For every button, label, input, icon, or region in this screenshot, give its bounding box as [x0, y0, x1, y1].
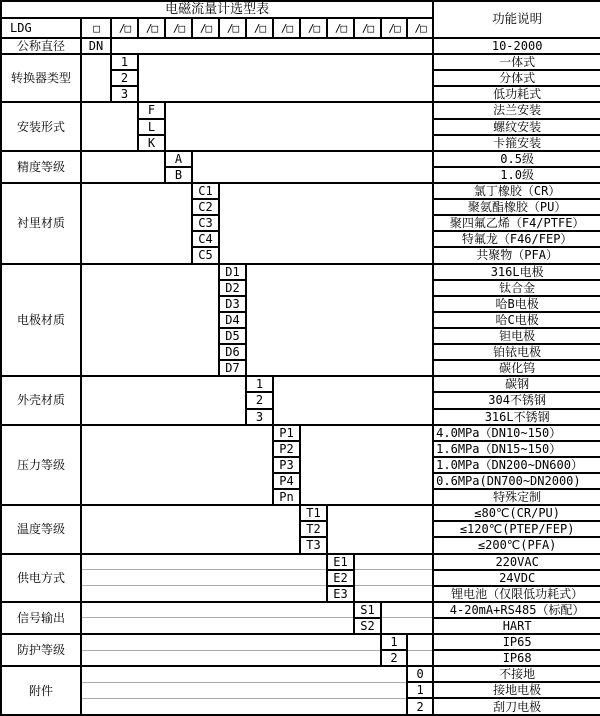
desc-cell: 0.6MPa(DN700~DN2000): [433, 473, 600, 489]
spacer-cell: [354, 586, 433, 602]
code-cell: 3: [246, 409, 273, 425]
code-cell: DN: [81, 38, 111, 54]
code-cell: 1: [407, 682, 433, 698]
ldg-slot: /□: [300, 18, 327, 38]
section-label: 防护等级: [1, 634, 81, 666]
spacer-cell: [81, 554, 327, 570]
spacer-cell: [354, 554, 433, 570]
desc-cell: 聚四氟乙烯（F4/PTFE）: [433, 215, 600, 231]
code-cell: 1: [111, 54, 138, 70]
desc-cell: 4.0MPa（DN10~150）: [433, 425, 600, 441]
section-label: 衬里材质: [1, 183, 81, 264]
desc-cell: 不接地: [433, 666, 600, 682]
code-cell: D2: [219, 280, 246, 296]
desc-cell: 1.0级: [433, 167, 600, 183]
code-cell: D6: [219, 344, 246, 360]
code-cell: 3: [111, 86, 138, 102]
code-cell: T1: [300, 505, 327, 521]
spacer-cell: [327, 505, 433, 553]
ldg-slot: /□: [192, 18, 219, 38]
code-cell: D5: [219, 328, 246, 344]
code-cell: 1: [246, 376, 273, 392]
spacer-cell: [81, 682, 407, 698]
code-cell: P1: [273, 425, 300, 441]
spacer-cell: [138, 54, 433, 102]
code-cell: Pn: [273, 489, 300, 505]
desc-cell: 分体式: [433, 70, 600, 86]
spacer-cell: [81, 264, 219, 377]
desc-cell: 碳钢: [433, 376, 600, 392]
desc-cell: 316L电极: [433, 264, 600, 280]
spacer-cell: [407, 634, 433, 650]
desc-cell: ≤200℃(PFA): [433, 537, 600, 553]
ldg-slot: /□: [407, 18, 433, 38]
code-cell: C5: [192, 247, 219, 263]
section-label: 外壳材质: [1, 376, 81, 424]
code-cell: T3: [300, 537, 327, 553]
desc-cell: 接地电极: [433, 682, 600, 698]
desc-cell: 低功耗式: [433, 86, 600, 102]
desc-cell: 钽电极: [433, 328, 600, 344]
desc-cell: 哈B电极: [433, 296, 600, 312]
ldg-slot: /□: [354, 18, 381, 38]
section-label: 电极材质: [1, 264, 81, 377]
code-cell: P4: [273, 473, 300, 489]
desc-cell: 法兰安装: [433, 102, 600, 118]
ldg-slot: /□: [327, 18, 354, 38]
code-cell: C2: [192, 199, 219, 215]
section-label: 信号输出: [1, 602, 81, 634]
spacer-cell: [381, 618, 433, 634]
code-cell: B: [165, 167, 192, 183]
desc-cell: 氯丁橡胶（CR）: [433, 183, 600, 199]
spacer-cell: [407, 650, 433, 666]
desc-cell: 共聚物（PFA）: [433, 247, 600, 263]
code-cell: E1: [327, 554, 354, 570]
desc-cell: 刮刀电极: [433, 698, 600, 715]
code-cell: 2: [111, 70, 138, 86]
spacer-cell: [354, 570, 433, 586]
section-label: 转换器类型: [1, 54, 81, 102]
spacer-cell: [81, 666, 407, 682]
desc-cell: 一体式: [433, 54, 600, 70]
desc-cell: IP68: [433, 650, 600, 666]
code-cell: S2: [354, 618, 381, 634]
code-cell: C1: [192, 183, 219, 199]
ldg-slot: /□: [381, 18, 407, 38]
code-cell: C4: [192, 231, 219, 247]
spacer-cell: [81, 698, 407, 715]
ldg-slot: /□: [273, 18, 300, 38]
desc-cell: 卡箍安装: [433, 135, 600, 151]
section-label: 精度等级: [1, 151, 81, 183]
code-cell: P2: [273, 441, 300, 457]
desc-cell: 24VDC: [433, 570, 600, 586]
code-cell: 1: [381, 634, 407, 650]
code-cell: E3: [327, 586, 354, 602]
desc-cell: 铂铱电极: [433, 344, 600, 360]
desc-cell: 304不锈钢: [433, 392, 600, 408]
code-cell: 2: [381, 650, 407, 666]
desc-cell: 锂电池（仅限低功耗式）: [433, 586, 600, 602]
spacer-cell: [192, 151, 433, 183]
section-label: 压力等级: [1, 425, 81, 506]
spacer-cell: [111, 38, 433, 54]
ldg-slot: /□: [219, 18, 246, 38]
code-cell: D4: [219, 312, 246, 328]
desc-cell: 钛合金: [433, 280, 600, 296]
desc-cell: 316L不锈钢: [433, 409, 600, 425]
spacer-cell: [81, 634, 381, 650]
desc-cell: 0.5级: [433, 151, 600, 167]
desc-cell: HART: [433, 618, 600, 634]
desc-cell: 螺纹安装: [433, 119, 600, 135]
function-header: 功能说明: [433, 1, 600, 38]
desc-cell: 10-2000: [433, 38, 600, 54]
spacer-cell: [219, 183, 433, 264]
spacer-cell: [81, 54, 111, 102]
ldg-label: LDG: [1, 18, 81, 38]
spacer-cell: [381, 602, 433, 618]
desc-cell: 特殊定制: [433, 489, 600, 505]
code-cell: S1: [354, 602, 381, 618]
code-cell: A: [165, 151, 192, 167]
spacer-cell: [300, 425, 433, 506]
desc-cell: 1.0MPa（DN200~DN600）: [433, 457, 600, 473]
code-cell: T2: [300, 521, 327, 537]
code-cell: 0: [407, 666, 433, 682]
desc-cell: 特氟龙（F46/FEP）: [433, 231, 600, 247]
spacer-cell: [81, 151, 165, 183]
spacer-cell: [165, 102, 433, 150]
code-cell: C3: [192, 215, 219, 231]
code-cell: 2: [246, 392, 273, 408]
spacer-cell: [81, 602, 354, 618]
spacer-cell: [81, 618, 354, 634]
code-cell: 2: [407, 698, 433, 715]
desc-cell: 220VAC: [433, 554, 600, 570]
code-cell: D7: [219, 360, 246, 376]
code-cell: D1: [219, 264, 246, 280]
code-cell: F: [138, 102, 165, 118]
desc-cell: 聚氨酯橡胶（PU）: [433, 199, 600, 215]
section-label: 附件: [1, 666, 81, 715]
section-label: 温度等级: [1, 505, 81, 553]
spacer-cell: [81, 570, 327, 586]
spacer-cell: [81, 586, 327, 602]
spacer-cell: [81, 650, 381, 666]
code-cell: K: [138, 135, 165, 151]
ldg-slot-first: □: [81, 18, 111, 38]
code-cell: E2: [327, 570, 354, 586]
desc-cell: 4-20mA+RS485（标配）: [433, 602, 600, 618]
spacer-cell: [81, 505, 300, 553]
spacer-cell: [246, 264, 433, 377]
spacer-cell: [273, 376, 433, 424]
table-title: 电磁流量计选型表: [1, 1, 433, 18]
spacer-cell: [81, 376, 246, 424]
ldg-slot: /□: [165, 18, 192, 38]
section-label: 公称直径: [1, 38, 81, 54]
section-label: 安装形式: [1, 102, 81, 150]
code-cell: D3: [219, 296, 246, 312]
spacer-cell: [81, 183, 192, 264]
ldg-slot: /□: [138, 18, 165, 38]
ldg-slot: /□: [111, 18, 138, 38]
section-label: 供电方式: [1, 554, 81, 602]
desc-cell: 1.6MPa（DN15~150）: [433, 441, 600, 457]
desc-cell: ≤80℃(CR/PU): [433, 505, 600, 521]
spacer-cell: [81, 425, 273, 506]
code-cell: P3: [273, 457, 300, 473]
desc-cell: ≤120℃(PTEP/FEP): [433, 521, 600, 537]
desc-cell: 碳化钨: [433, 360, 600, 376]
desc-cell: 哈C电极: [433, 312, 600, 328]
ldg-slot: /□: [246, 18, 273, 38]
code-cell: L: [138, 119, 165, 135]
desc-cell: IP65: [433, 634, 600, 650]
spacer-cell: [81, 102, 138, 150]
